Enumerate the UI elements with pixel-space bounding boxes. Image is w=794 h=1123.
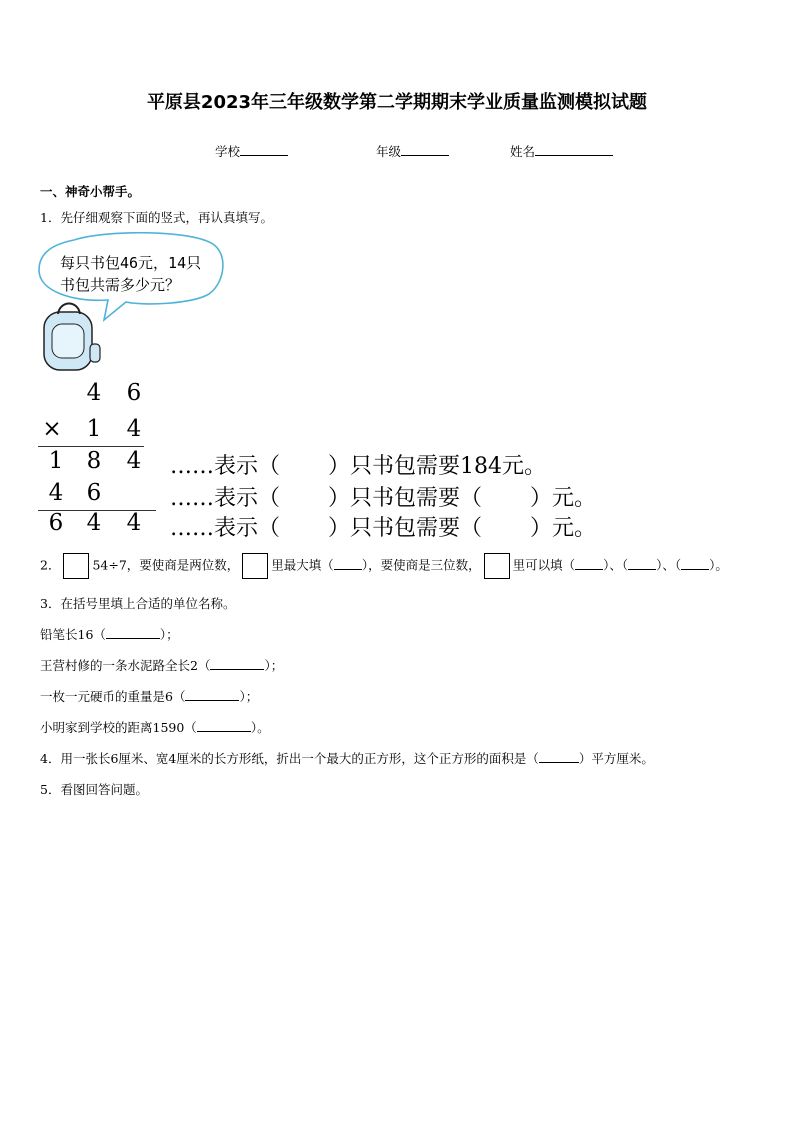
q3-text: 小明家到学校的距离1590（ <box>40 720 197 735</box>
answer-blank[interactable] <box>681 558 709 570</box>
grade-label: 年级 <box>376 144 402 159</box>
q3-text: ）； <box>264 658 284 673</box>
digit: 4 <box>86 510 102 536</box>
q3-text: 一枚一元硬币的重量是6（ <box>40 689 186 704</box>
explanation-2 <box>170 481 596 512</box>
expl-text: ……表示（ <box>170 486 281 511</box>
answer-blank[interactable] <box>185 689 239 701</box>
grade-field <box>376 142 449 160</box>
backpack-icon <box>44 304 100 371</box>
q3-line-1 <box>40 625 179 643</box>
digit: 6 <box>48 510 64 536</box>
q2-text: 54÷7，要使商是两位数， <box>92 557 240 573</box>
q2-text: 里最大填（ <box>271 557 334 573</box>
expl-text: ）只书包需要184元。 <box>328 454 547 479</box>
explanation-3 <box>170 511 596 542</box>
question-4 <box>40 749 654 767</box>
q3-text: 铅笔长16（ <box>40 627 106 642</box>
expl-text: ）元。 <box>530 516 597 541</box>
bubble-line-2: 书包共需多少元？ <box>60 276 181 294</box>
q2-text: ）、（ <box>603 557 629 573</box>
digit: 4 <box>126 510 142 536</box>
page-title: 平原县2023年三年级数学第二学期期末学业质量监测模拟试题 <box>146 92 648 113</box>
answer-blank[interactable] <box>575 558 603 570</box>
expl-text: ）元。 <box>530 486 597 511</box>
q2-number: 2． <box>40 557 61 573</box>
digit: 6 <box>86 480 102 506</box>
q3-text: ）。 <box>250 720 270 735</box>
name-field <box>510 142 613 160</box>
digit: 4 <box>48 480 64 506</box>
expl-text: ）只书包需要（ <box>328 486 483 511</box>
bubble-line-1: 每只书包46元，14只 <box>60 254 202 272</box>
answer-blank[interactable] <box>539 751 579 763</box>
digit-box[interactable] <box>242 553 268 579</box>
question-1-text: 1．先仔细观察下面的竖式，再认真填写。 <box>40 210 273 225</box>
answer-blank[interactable] <box>628 558 656 570</box>
digit: 8 <box>86 448 102 474</box>
expl-text: ）只书包需要（ <box>328 516 483 541</box>
digit: 6 <box>126 380 142 406</box>
question-5-text: 5．看图回答问题。 <box>40 782 148 797</box>
q3-line-4 <box>40 718 270 736</box>
digit: 1 <box>86 416 102 442</box>
q4-text: ）平方厘米。 <box>578 751 654 766</box>
calc-divider <box>38 446 144 447</box>
vertical-calculation <box>38 380 168 540</box>
name-blank[interactable] <box>535 143 613 156</box>
digit: 4 <box>86 380 102 406</box>
answer-blank[interactable] <box>210 658 264 670</box>
q3-text: 王营村修的一条水泥路全长2（ <box>40 658 211 673</box>
digit: 1 <box>48 448 64 474</box>
answer-blank[interactable] <box>197 720 251 732</box>
explanation-1 <box>170 449 546 480</box>
multiply-sign: × <box>42 416 62 442</box>
school-field <box>215 142 288 160</box>
q3-line-2 <box>40 656 283 674</box>
name-label: 姓名 <box>510 144 536 159</box>
q2-text: ）。 <box>709 557 728 573</box>
digit: 4 <box>126 448 142 474</box>
q2-text: ），要使商是三位数， <box>361 557 481 573</box>
digit-box[interactable] <box>484 553 510 579</box>
answer-blank[interactable] <box>334 558 362 570</box>
section-heading: 一、神奇小帮手。 <box>40 184 141 199</box>
expl-text: ……表示（ <box>170 454 281 479</box>
digit-box[interactable] <box>63 553 89 579</box>
q3-line-3 <box>40 687 258 705</box>
q2-text: ）、（ <box>656 557 682 573</box>
question-3-text: 3．在括号里填上合适的单位名称。 <box>40 596 236 611</box>
q4-text: 4．用一张长6厘米、宽4厘米的长方形纸，折出一个最大的正方形，这个正方形的面积是（ <box>40 751 539 766</box>
answer-blank[interactable] <box>106 627 160 639</box>
digit: 4 <box>126 416 142 442</box>
q2-text: 里可以填（ <box>512 557 576 573</box>
school-blank[interactable] <box>240 143 288 156</box>
school-label: 学校 <box>215 144 241 159</box>
expl-text: ……表示（ <box>170 516 281 541</box>
q3-text: ）； <box>159 627 179 642</box>
q3-text: ）； <box>239 689 259 704</box>
grade-blank[interactable] <box>401 143 449 156</box>
question-2 <box>40 553 728 579</box>
